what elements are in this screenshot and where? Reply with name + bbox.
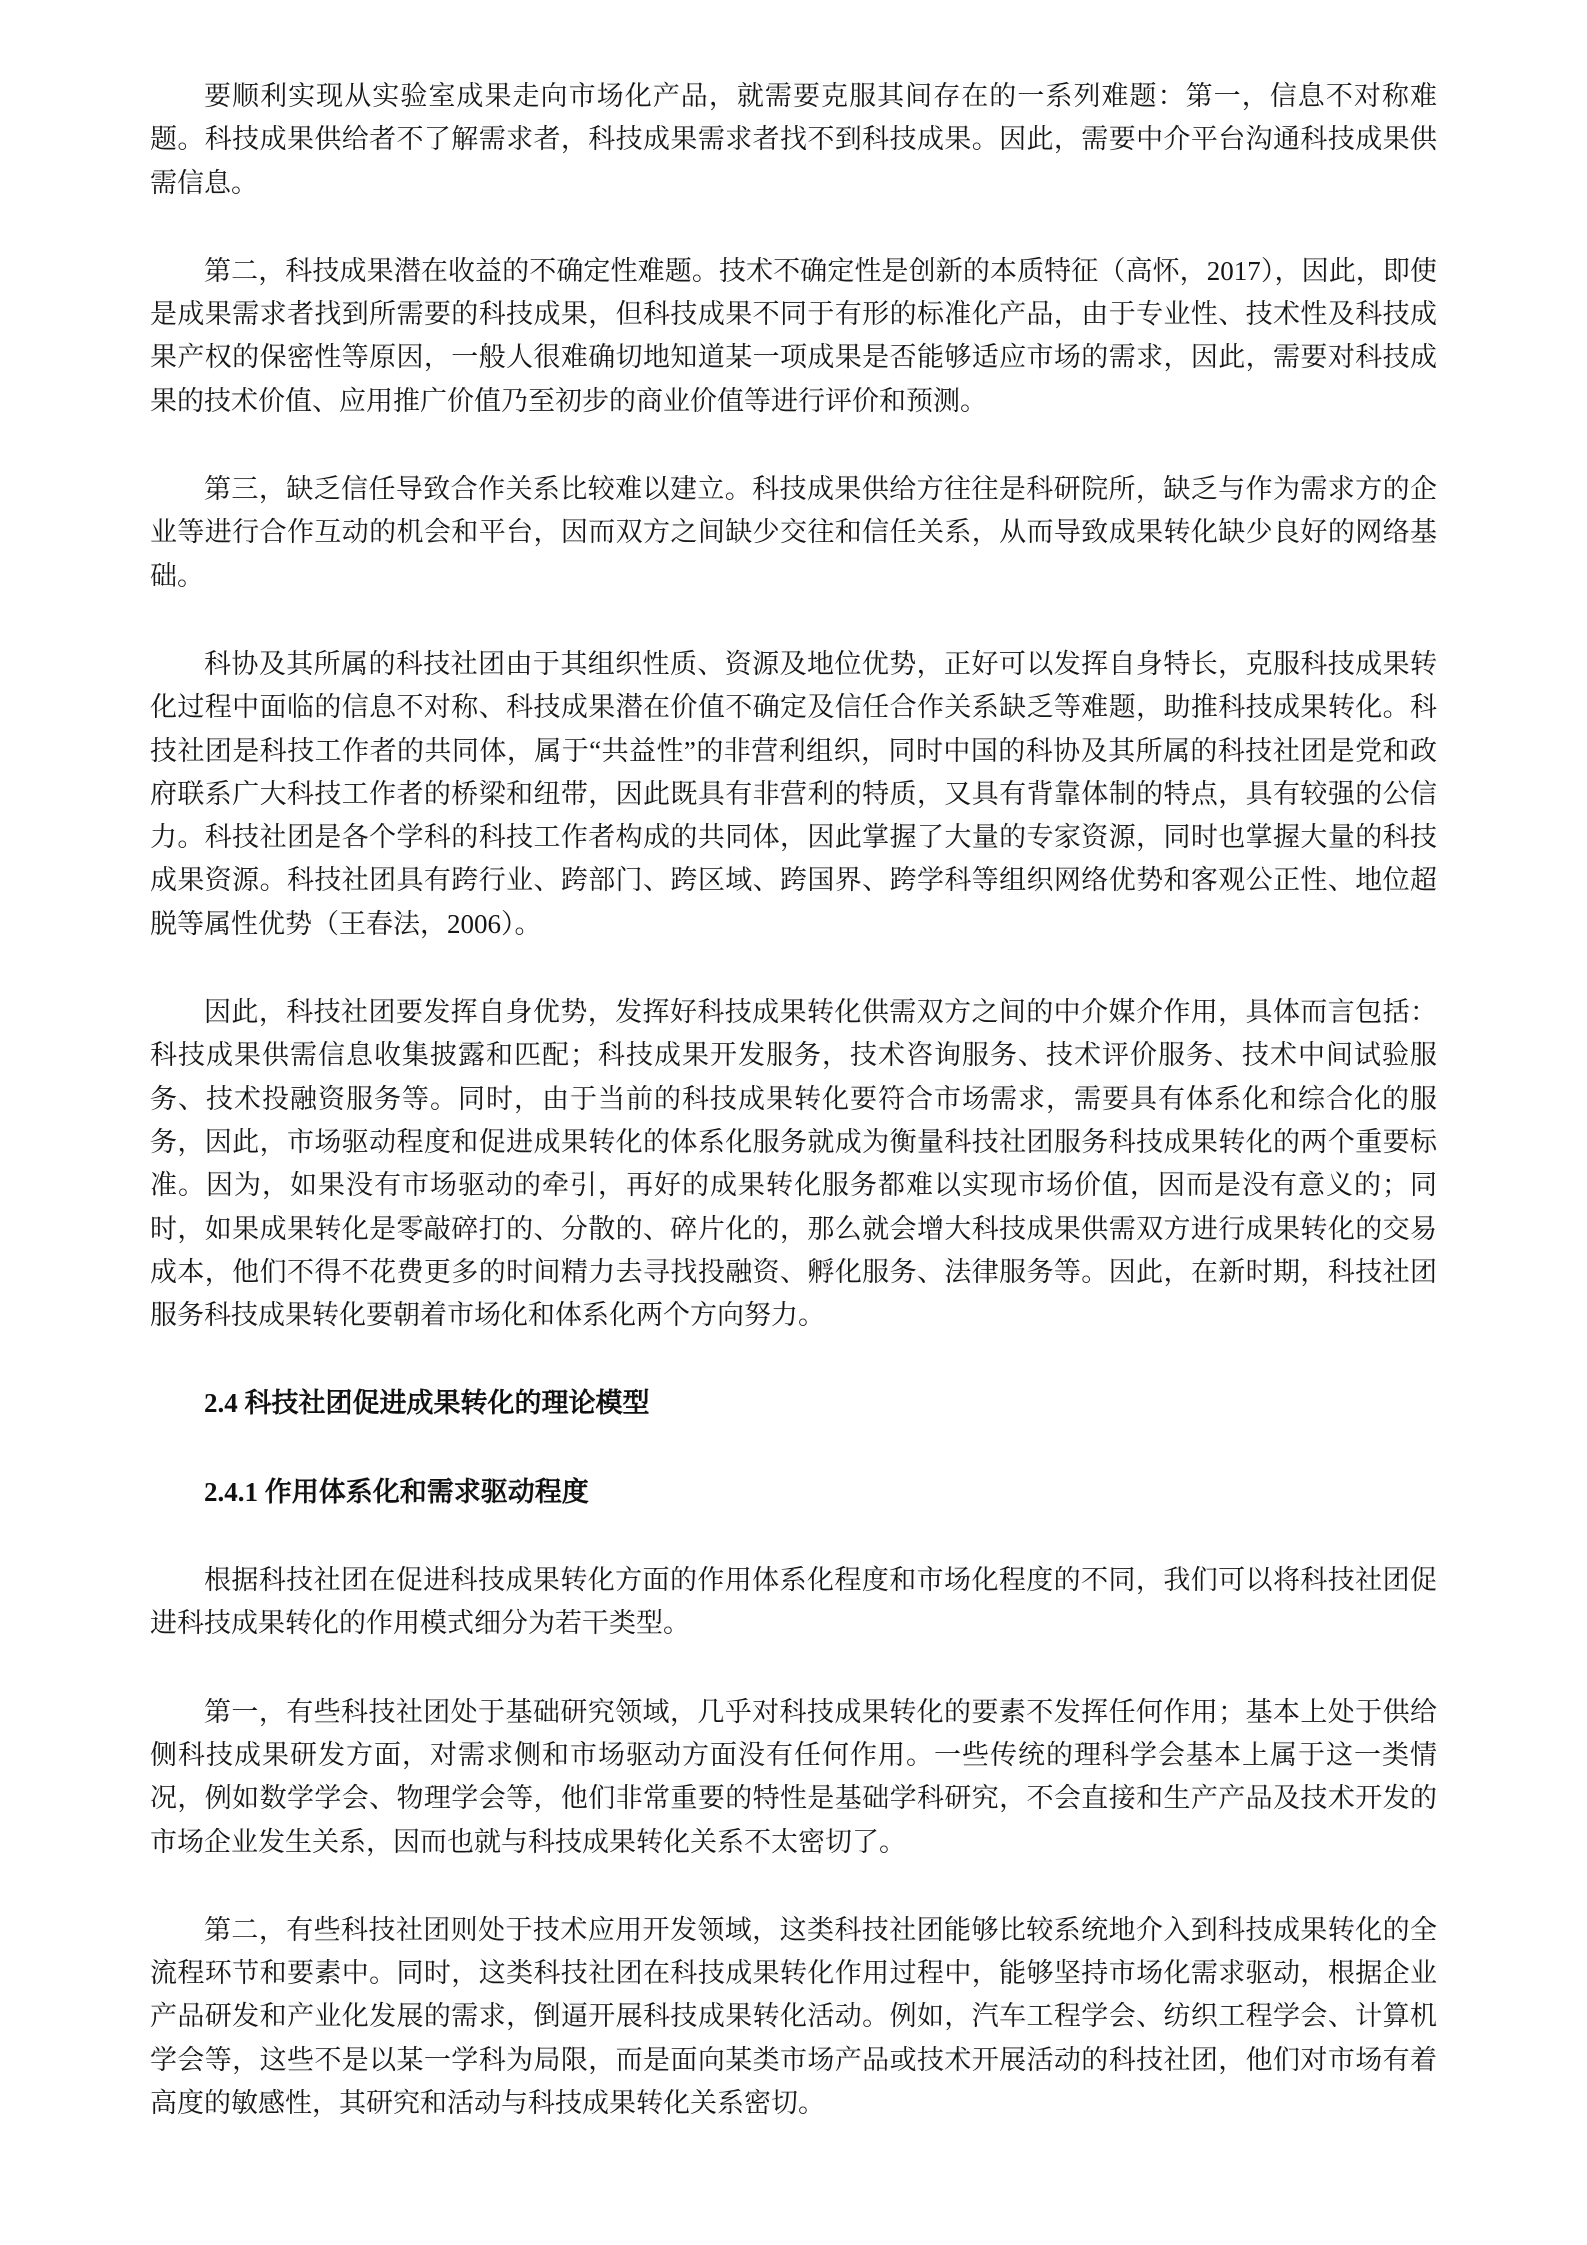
paragraph-trust-deficit: 第三，缺乏信任导致合作关系比较难以建立。科技成果供给方往往是科研院所，缺乏与作为需求方的企业等进行合作互动的机会和平台，因而双方之间缺少交往和信任关系，从而导致成果转化缺少良好的网络基础。	[150, 474, 1437, 591]
paragraph-intermediary-role: 因此，科技社团要发挥自身优势，发挥好科技成果转化供需双方之间的中介媒介作用，具体而言包括：科技成果供需信息收集披露和匹配；科技成果开发服务，技术咨询服务、技术评价服务、技术中间试验服务、技术投融资服务等。同时，由于当前的科技成果转化要符合市场需求，需要具有体系化和综合化的服务，因此，市场驱动程度和促进成果转化的体系化服务就成为衡量科技社团服务科技成果转化的两个重要标准。因为，如果没有市场驱动的牵引，再好的成果转化服务都难以实现市场价值，因而是没有意义的；同时，如果成果转化是零敲碎打的、分散的、碎片化的，那么就会增大科技成果供需双方进行成果转化的交易成本，他们不得不花费更多的时间精力去寻找投融资、孵化服务、法律服务等。因此，在新时期，科技社团服务科技成果转化要朝着市场化和体系化两个方向努力。	[150, 997, 1437, 1331]
section-heading-2-4-1: 2.4.1 作用体系化和需求驱动程度	[204, 1476, 589, 1507]
paragraph-info-asymmetry: 要顺利实现从实验室成果走向市场化产品，就需要克服其间存在的一系列难题：第一，信息不对称难题。科技成果供给者不了解需求者，科技成果需求者找不到科技成果。因此，需要中介平台沟通科技成果供需信息。	[150, 81, 1437, 198]
paragraph-type-basic-research: 第一，有些科技社团处于基础研究领域，几乎对科技成果转化的要素不发挥任何作用；基本上处于供给侧科技成果研发方面，对需求侧和市场驱动方面没有任何作用。一些传统的理科学会基本上属于这一类情况，例如数学学会、物理学会等，他们非常重要的特性是基础学科研究，不会直接和生产产品及技术开发的市场企业发生关系，因而也就与科技成果转化关系不太密切了。	[150, 1696, 1437, 1857]
paragraph-type-applied-tech: 第二，有些科技社团则处于技术应用开发领域，这类科技社团能够比较系统地介入到科技成果转化的全流程环节和要素中。同时，这类科技社团在科技成果转化作用过程中，能够坚持市场化需求驱动，根据企业产品研发和产业化发展的需求，倒逼开展科技成果转化活动。例如，汽车工程学会、纺织工程学会、计算机学会等，这些不是以某一学科为局限，而是面向某类市场产品或技术开展活动的科技社团，他们对市场有着高度的敏感性，其研究和活动与科技成果转化关系密切。	[150, 1914, 1437, 2118]
paragraph-association-strengths: 科协及其所属的科技社团由于其组织性质、资源及地位优势，正好可以发挥自身特长，克服科技成果转化过程中面临的信息不对称、科技成果潜在价值不确定及信任合作关系缺乏等难题，助推科技成果转化。科技社团是科技工作者的共同体，属于“共益性”的非营利组织，同时中国的科协及其所属的科技社团是党和政府联系广大科技工作者的桥梁和纽带，因此既具有非营利的特质，又具有背靠体制的特点，具有较强的公信力。科技社团是各个学科的科技工作者构成的共同体，因此掌握了大量的专家资源，同时也掌握大量的科技成果资源。科技社团具有跨行业、跨部门、跨区域、跨国界、跨学科等组织网络优势和客观公正性、地位超脱等属性优势（王春法，2006）。	[150, 648, 1437, 939]
paragraph-uncertainty: 第二，科技成果潜在收益的不确定性难题。技术不确定性是创新的本质特征（高怀，2017），因此，即使是成果需求者找到所需要的科技成果，但科技成果不同于有形的标准化产品，由于专业性、技术性及科技成果产权的保密性等原因，一般人很难确切地知道某一项成果是否能够适应市场的需求，因此，需要对科技成果的技术价值、应用推广价值乃至初步的商业价值等进行评价和预测。	[150, 255, 1437, 416]
paragraph-classification-intro: 根据科技社团在促进科技成果转化方面的作用体系化程度和市场化程度的不同，我们可以将科技社团促进科技成果转化的作用模式细分为若干类型。	[150, 1565, 1437, 1639]
section-heading-2-4: 2.4 科技社团促进成果转化的理论模型	[204, 1388, 650, 1419]
